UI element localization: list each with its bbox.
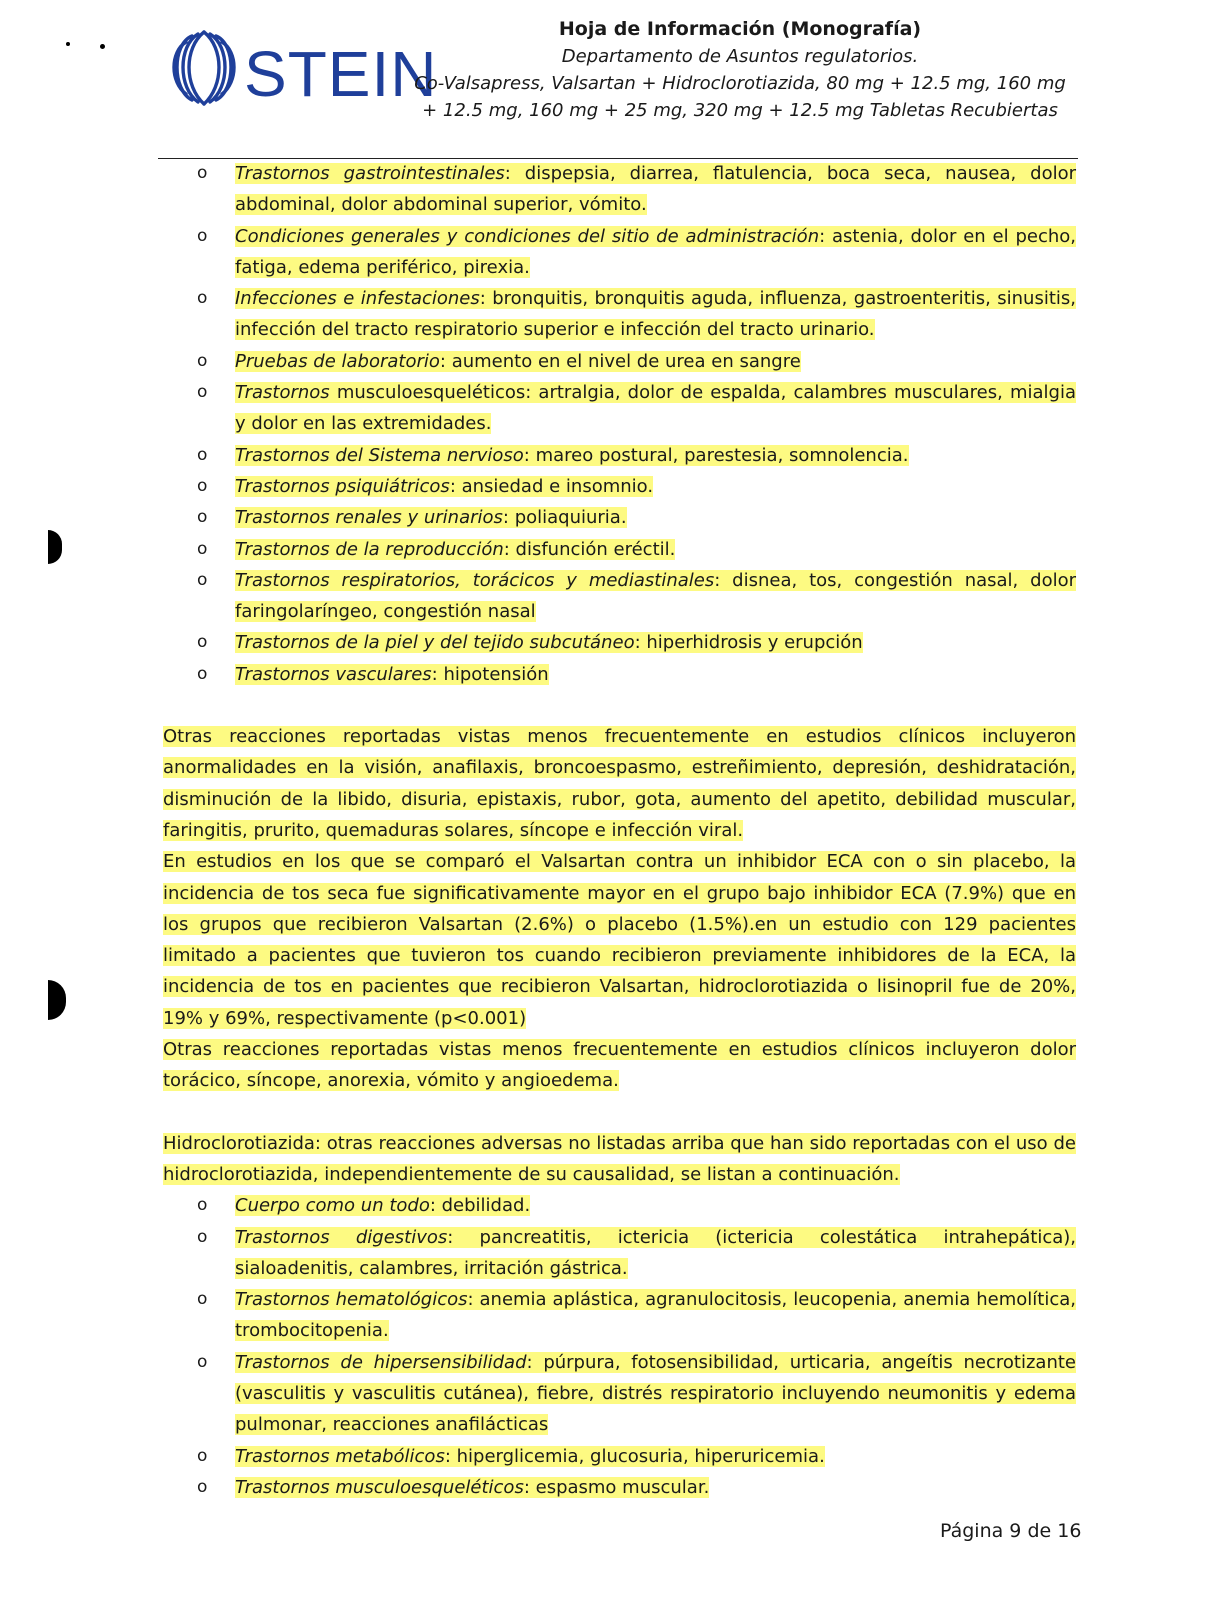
- product-description: [400, 70, 1080, 124]
- bullet-icon: o: [197, 475, 208, 496]
- spacer: [163, 690, 1076, 721]
- bullet-icon: o: [197, 507, 208, 528]
- list-item: [163, 1222, 1076, 1285]
- bullet-icon: o: [197, 350, 208, 371]
- stein-logo-icon: [164, 26, 438, 110]
- binder-hole-mark: [48, 980, 66, 1020]
- logo-text: STEIN: [244, 38, 438, 110]
- list-item-term: Trastornos de la piel y del tejido subcutáneo: [235, 632, 635, 654]
- page-number: Página 9 de 16: [940, 1520, 1082, 1542]
- list-item: [163, 1190, 1076, 1221]
- bullet-icon: o: [197, 382, 208, 403]
- list-item-text: : debilidad.: [429, 1195, 531, 1217]
- document-header: [400, 16, 1080, 124]
- list-item-term: Cuerpo como un todo: [235, 1195, 430, 1217]
- list-item: [163, 502, 1076, 533]
- list-item: [163, 158, 1076, 221]
- list-item-term: Trastornos digestivos: [235, 1226, 448, 1248]
- list-item-term: Trastornos vasculares: [235, 663, 432, 685]
- list-item-term: Trastornos musculoesqueléticos: [235, 1476, 524, 1498]
- list-item-text: : hiperglicemia, glucosuria, hiperuricemia.: [444, 1445, 825, 1467]
- bullet-icon: o: [197, 1445, 208, 1466]
- bullet-icon: o: [197, 225, 208, 246]
- list-item-text: : bronquitis, bronquitis aguda, influenza, gastroenteritis, sinusitis, infección del tracto respiratorio superior e infección del tracto urinario.: [235, 288, 1076, 341]
- list-item-text: : ansiedad e insomnio.: [449, 475, 654, 497]
- paragraph: [163, 1034, 1076, 1097]
- hctz-reactions-list: [163, 1190, 1076, 1503]
- bullet-icon: o: [197, 1351, 208, 1372]
- product-line-2: + 12.5 mg, 160 mg + 25 mg, 320 mg + 12.5 mg Tabletas Recubiertas: [422, 100, 1058, 121]
- bullet-icon: o: [197, 1226, 208, 1247]
- list-item-text: : hiperhidrosis y erupción: [634, 632, 863, 654]
- scan-dot: [100, 44, 105, 49]
- list-item: [163, 283, 1076, 346]
- list-item-term: Trastornos respiratorios, torácicos y mediastinales: [235, 569, 715, 591]
- bullet-icon: o: [197, 632, 208, 653]
- list-item-term: Trastornos renales y urinarios: [235, 507, 503, 529]
- bullet-icon: o: [197, 1476, 208, 1497]
- bullet-icon: o: [197, 538, 208, 559]
- list-item-text: : mareo postural, parestesia, somnolencia.: [523, 444, 909, 466]
- list-item: [163, 346, 1076, 377]
- bullet-icon: o: [197, 288, 208, 309]
- list-item: [163, 1284, 1076, 1347]
- document-title: Hoja de Información (Monografía): [558, 18, 922, 40]
- list-item: [163, 440, 1076, 471]
- list-item-term: Condiciones generales y condiciones del sitio de administración: [235, 225, 820, 247]
- list-item-term: Trastornos de hipersensibilidad: [235, 1351, 527, 1373]
- binder-hole-mark: [48, 530, 62, 564]
- paragraph-text: Otras reacciones reportadas vistas menos frecuentemente en estudios clínicos incluyeron dolor torácico, síncope, anorexia, vómito y angioedema.: [163, 1039, 1076, 1092]
- department-name: Departamento de Asuntos regulatorios.: [561, 46, 919, 67]
- list-item-term: Trastornos metabólicos: [235, 1445, 445, 1467]
- list-item-text: : poliaquiuria.: [502, 507, 627, 529]
- list-item-text: : aumento en el nivel de urea en sangre: [439, 350, 801, 372]
- list-item-term: Pruebas de laboratorio: [235, 350, 440, 372]
- list-item: [163, 221, 1076, 284]
- list-item: [163, 377, 1076, 440]
- list-item-text: musculoesqueléticos: artralgia, dolor de espalda, calambres musculares, mialgia y dolor en las extremidades.: [235, 382, 1076, 435]
- adverse-reactions-list: [163, 158, 1076, 690]
- list-item-term: Infecciones e infestaciones: [235, 288, 480, 310]
- bullet-icon: o: [197, 1289, 208, 1310]
- list-item-term: Trastornos de la reproducción: [235, 538, 504, 560]
- list-item-term: Trastornos del Sistema nervioso: [235, 444, 524, 466]
- document-body: [163, 158, 1076, 1503]
- list-item: [163, 1472, 1076, 1503]
- spacer: [163, 1097, 1076, 1128]
- paragraph-text: En estudios en los que se comparó el Valsartan contra un inhibidor ECA con o sin placebo, la incidencia de tos seca fue significativamente mayor en el grupo bajo inhibidor ECA (7.9%) que en los grupos que recibieron Valsartan (2.6%) o placebo (1.5%).en un estudio con 129 pacientes limitado a pacientes que tuvieron tos cuando recibieron previamente inhibidores de la ECA, la incidencia de tos en pacientes que recibieron Valsartan, hidroclorotiazida o lisinopril fue de 20%, 19% y 69%, respectivamente (p<0.001): [163, 851, 1076, 1029]
- list-item: [163, 1441, 1076, 1472]
- bullet-icon: o: [197, 444, 208, 465]
- bullet-icon: o: [197, 1195, 208, 1216]
- list-item: [163, 565, 1076, 628]
- list-item-text: : disnea, tos, congestión nasal, dolor faringolaríngeo, congestión nasal: [235, 569, 1077, 623]
- product-line-1: Co-Valsapress, Valsartan + Hidroclorotiazida, 80 mg + 12.5 mg, 160 mg: [414, 73, 1066, 94]
- bullet-icon: o: [197, 163, 208, 183]
- stein-logo: [164, 26, 438, 110]
- list-item-text: : astenia, dolor en el pecho, fatiga, edema periférico, pirexia.: [235, 225, 1076, 278]
- list-item-term: Trastornos hematológicos: [235, 1289, 468, 1311]
- list-item-text: : dispepsia, diarrea, flatulencia, boca seca, nausea, dolor abdominal, dolor abdominal superior, vómito.: [235, 163, 1076, 216]
- hctz-intro-paragraph: [163, 1128, 1076, 1191]
- paragraph: [163, 846, 1076, 1034]
- list-item: [163, 659, 1076, 690]
- list-item: [163, 627, 1076, 658]
- paragraph-text: Otras reacciones reportadas vistas menos frecuentemente en estudios clínicos incluyeron anormalidades en la visión, anafilaxis, broncoespasmo, estreñimiento, depresión, deshidratación, disminución de la libido, disuria, epistaxis, rubor, gota, aumento del apetito, debilidad muscular, faringitis, prurito, quemaduras solares, síncope e infección viral.: [163, 726, 1076, 841]
- list-item-text: : hipotensión: [431, 663, 549, 685]
- paragraph-text: Hidroclorotiazida: otras reacciones adversas no listadas arriba que han sido reportadas con el uso de hidroclorotiazida, independientemente de su causalidad, se listan a continuación.: [163, 1132, 1076, 1185]
- bullet-icon: o: [197, 663, 208, 684]
- list-item: [163, 1347, 1076, 1441]
- list-item-text: : anemia aplástica, agranulocitosis, leucopenia, anemia hemolítica, trombocitopenia.: [235, 1289, 1076, 1342]
- list-item: [163, 534, 1076, 565]
- list-item-text: : espasmo muscular.: [523, 1476, 710, 1498]
- list-item-term: Trastornos psiquiátricos: [235, 475, 450, 497]
- list-item-term: Trastornos: [235, 382, 330, 404]
- list-item-text: : púrpura, fotosensibilidad, urticaria, angeítis necrotizante (vasculitis y vasculitis cutánea), fiebre, distrés respiratorio incluyendo neumonitis y edema pulmonar, reacciones anafilácticas: [235, 1351, 1076, 1436]
- paragraph: [163, 721, 1076, 846]
- list-item-text: : disfunción eréctil.: [503, 538, 676, 560]
- list-item-term: Trastornos gastrointestinales: [235, 163, 505, 184]
- bullet-icon: o: [197, 569, 208, 590]
- scan-dot: [66, 42, 70, 46]
- list-item-text: : pancreatitis, ictericia (ictericia colestática intrahepática), sialoadenitis, calambres, irritación gástrica.: [235, 1226, 1077, 1279]
- list-item: [163, 471, 1076, 502]
